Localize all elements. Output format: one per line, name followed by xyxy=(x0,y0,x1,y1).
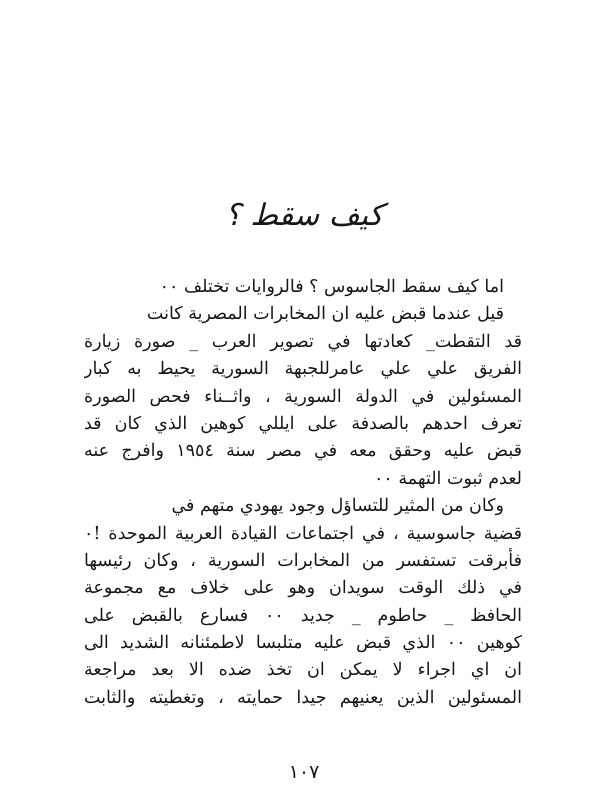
page-number: ١٠٧ xyxy=(288,761,320,783)
text-line: لعدم ثبوت التهمة ٠٠ xyxy=(373,468,522,489)
text-line: وكان من المثير للتساؤل وجود يهودي متهم في xyxy=(171,496,504,517)
text-line: في ذلك الوقت سويدان وهو على خلاف مع مجموعة xyxy=(84,578,522,599)
text-line: تعرف احدهم بالصدفة على ايللي كوهين الذي كان قد xyxy=(84,413,522,434)
text-line: كوهين ٠٠ الذي قبض عليه متلبسا لاطمئنانه الشديد الى xyxy=(84,633,522,654)
text-line: قضية جاسوسية ، في اجتماعات القيادة العربية الموحدة !٠ xyxy=(84,523,522,544)
paragraph-2 xyxy=(84,301,522,493)
text-line: قد التقطت_ كعادتها في تصوير العرب _ صورة زيارة xyxy=(84,331,522,352)
body-text xyxy=(84,274,522,712)
text-line: المسئولين في الدولة السورية ، واثــناء فحص الصورة xyxy=(84,386,522,407)
text-line: المسئولين الذين يعنيهم جيدا حمايته ، وتغطيته والثابت xyxy=(84,687,522,708)
text-line: ان اي اجراء لا يمكن ان تخذ ضده الا بعد مراجعة xyxy=(84,660,522,681)
text-line: الفريق علي علي عامرللجبهة السورية يحيط به كبار xyxy=(84,359,522,380)
text-line: فأبرقت تستفسر من المخابرات السورية ، وكان رئيسها xyxy=(84,550,522,571)
paragraph-3 xyxy=(84,493,522,712)
text-line: الحافظ _ حاطوم _ جديد ٠٠ فسارع بالقبض على xyxy=(84,605,522,626)
text-line: اما كيف سقط الجاسوس ؟ فالروايات تختلف ٠٠ xyxy=(159,277,504,297)
chapter-title: كيف سقط ؟ xyxy=(224,198,384,233)
text-line: قيل عندما قبض عليه ان المخابرات المصرية كانت xyxy=(146,304,504,325)
text-line: قبض عليه وحقق معه في مصر سنة ١٩٥٤ وافرج عنه xyxy=(84,441,522,462)
paragraph-1 xyxy=(84,274,522,301)
